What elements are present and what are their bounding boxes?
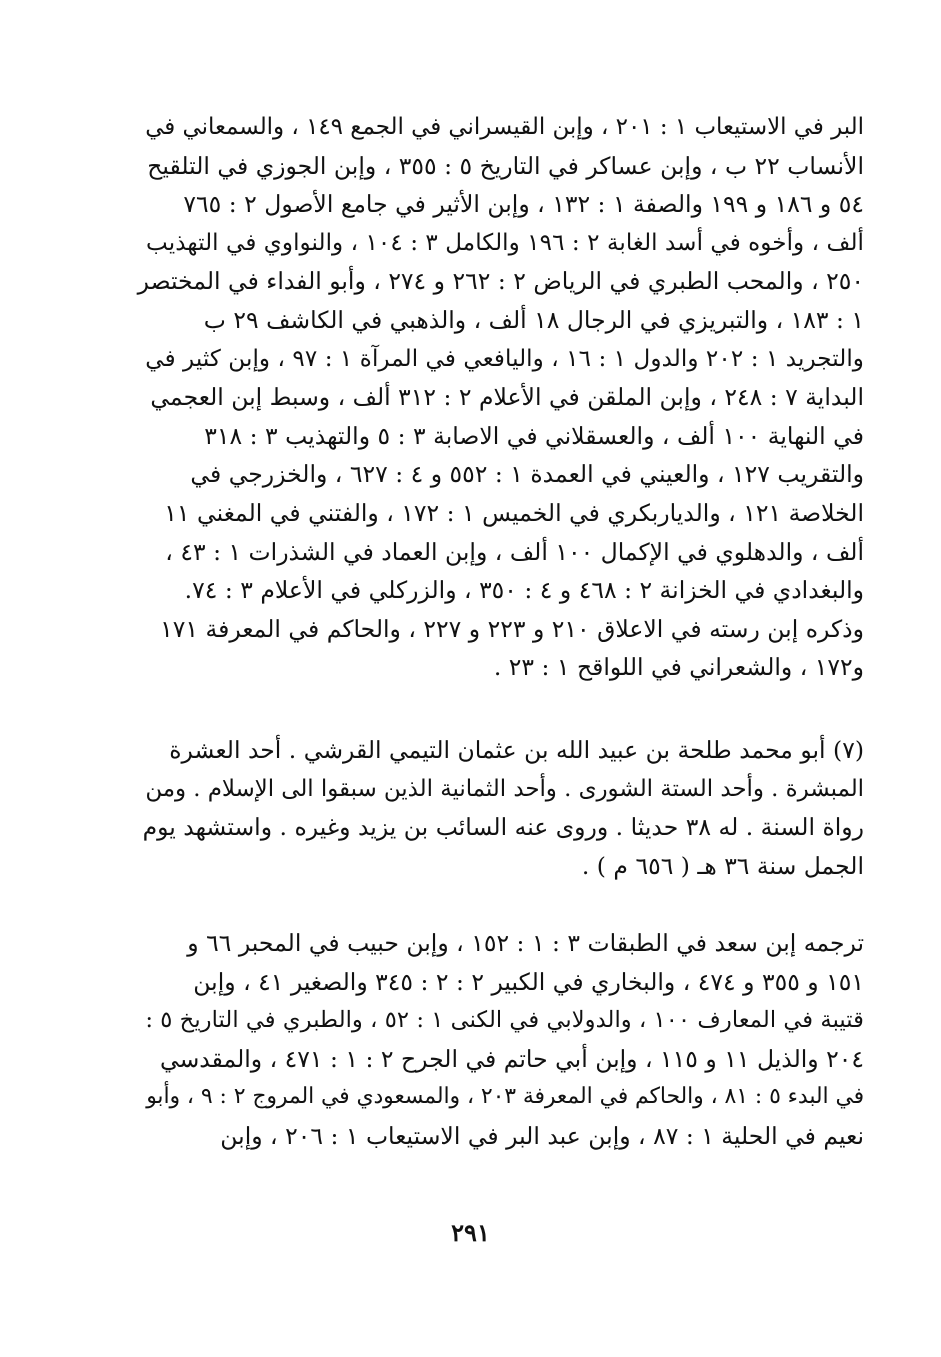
text-line: في النهاية ١٠٠ ألف ، والعسقلاني في الاصابة ٣ : ٥ والتهذيب ٣ : ٣١٨ (204, 421, 864, 450)
text-line: والبغدادي في الخزانة ٢ : ٤٦٨ و ٤ : ٣٥٠ ، والزركلي في الأعلام ٣ : ٧٤. (184, 576, 864, 605)
text-line: ترجمه إبن سعد في الطبقات ٣ : ١ : ١٥٢ ، وإبن حبيب في المحبر ٦٦ و (187, 929, 864, 957)
text-line: وذكره إبن رسته في الاعلاق ٢١٠ و ٢٢٣ و ٢٢٧ ، والحاكم في المعرفة ١٧١ (160, 614, 864, 643)
text-line: ١ : ١٨٣ ، والتبريزي في الرجال ١٨ ألف ، والذهبي في الكاشف ٢٩ ب (203, 305, 864, 334)
text-line: رواة السنة . له ٣٨ حديثا . وروى عنه السائب بن يزيد وغيره . واستشهد يوم (142, 813, 864, 842)
text-line: ٥٤ و ١٨٦ و ١٩٩ والصفة ١ : ١٣٢ ، وإبن الأثير في جامع الأصول ٢ : ٧٦٥ (183, 190, 864, 219)
text-line: نعيم في الحلية ١ : ٨٧ ، وإبن عبد البر في الاستيعاب ١ : ٢٠٦ ، وإبن (220, 1121, 864, 1150)
paragraph-references-1 (138, 108, 864, 687)
text-line: الأنساب ٢٢ ب ، وإبن عساكر في التاريخ ٥ : ٣٥٥ ، وإبن الجوزي في التلقيح (147, 151, 864, 180)
paragraph-biography-talha (138, 731, 864, 885)
text-line: ٢٥٠ ، والمحب الطبري في الرياض ٢ : ٢٦٢ و ٢٧٤ ، وأبو الفداء في المختصر (137, 267, 864, 296)
text-line: الخلاصة ١٢١ ، والدياربكري في الخميس ١ : ١٧٢ ، والفتني في المغني ١١ (164, 498, 864, 527)
text-line: البداية ٧ : ٢٤٨ ، وإبن الملقن في الأعلام ٢ : ٣١٢ ألف ، وسبط إبن العجمي (150, 383, 864, 412)
page-number: ٢٩١ (451, 1218, 490, 1247)
text-line: والتجريد ١ : ٢٠٢ والدول ١ : ١٦ ، واليافعي في المرآة ١ : ٩٧ ، وإبن كثير في (145, 344, 864, 372)
text-line: والتقريب ١٢٧ ، والعيني في العمدة ١ : ٥٥٢ و ٤ : ٦٢٧ ، والخزرجي في (190, 460, 864, 489)
text-line: في البدء ٥ : ٨١ ، والحاكم في المعرفة ٢٠٣ ، والمسعودي في المروج ٢ : ٩ ، وأبو (146, 1084, 864, 1110)
text-line: ١٥١ و ٣٥٥ و ٤٧٤ ، والبخاري في الكبير ٢ : ٢ : ٣٤٥ والصغير ٤١ ، وإبن (193, 967, 864, 996)
text-line: ألف ، وأخوه في أسد الغابة ٢ : ١٩٦ والكامل ٣ : ١٠٤ ، والنواوي في التهذيب (146, 228, 864, 256)
text-line: (٧) أبو محمد طلحة بن عبيد الله بن عثمان التيمي القرشي . أحد العشرة (169, 736, 864, 764)
text-line: المبشرة . وأحد الستة الشورى . وأحد الثمانية الذين سبقوا الى الإسلام . ومن (145, 775, 864, 802)
text-line: و١٧٢ ، والشعراني في اللواقح ١ : ٢٣ . (493, 653, 864, 682)
text-line: ٢٠٤ والذيل ١١ و ١١٥ ، وإبن أبي حاتم في الجرح ٢ : ١ : ٤٧١ ، والمقدسي (160, 1044, 864, 1073)
text-line: البر في الاستيعاب ١ : ٢٠١ ، وإبن القيسراني في الجمع ١٤٩ ، والسمعاني في (145, 114, 864, 140)
text-line: قتيبة في المعارف ١٠٠ ، والدولابي في الكنى ١ : ٥٢ ، والطبري في التاريخ ٥ : (145, 1007, 864, 1034)
text-line: الجمل سنة ٣٦ هـ ( ٦٥٦ م ) . (581, 851, 864, 880)
paragraph-references-2 (138, 924, 864, 1156)
text-line: ألف ، والدهلوي في الإكمال ١٠٠ ألف ، وإبن العماد في الشذرات ١ : ٤٣ ، (165, 537, 864, 566)
